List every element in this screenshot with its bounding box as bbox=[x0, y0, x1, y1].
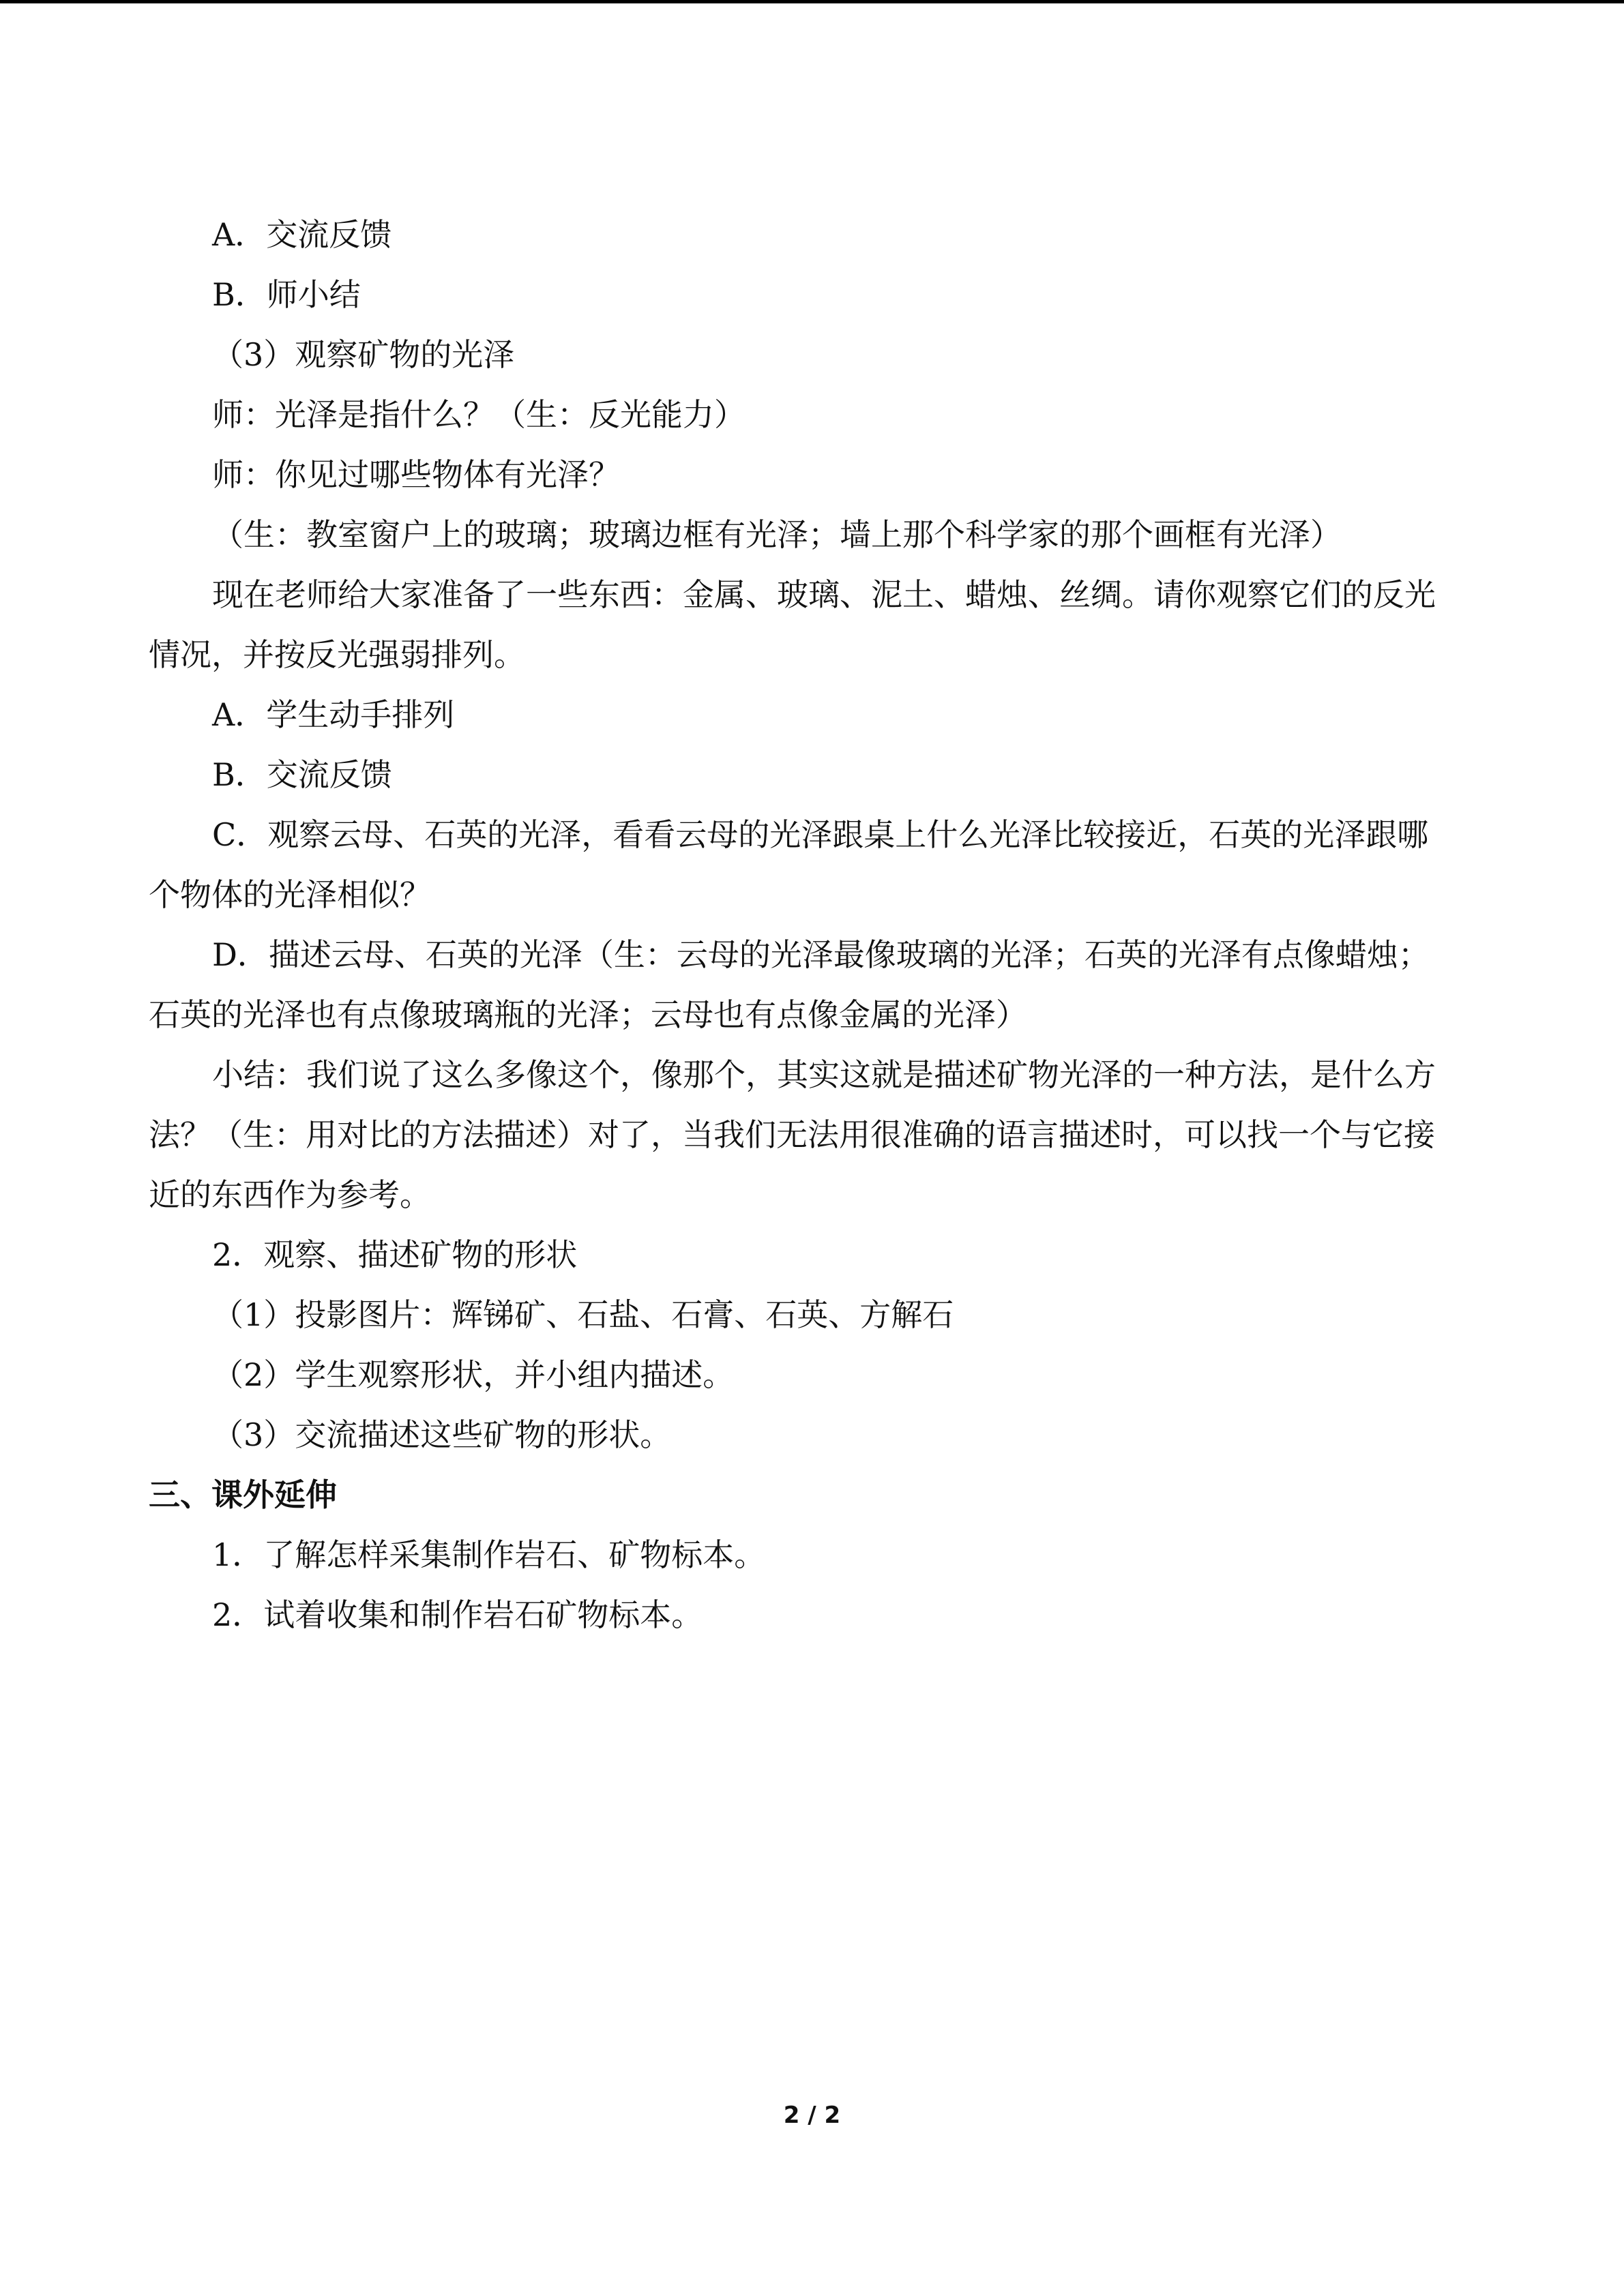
paragraph: A．学生动手排列 bbox=[212, 696, 455, 733]
document-body bbox=[149, 205, 1458, 1645]
top-border-line bbox=[0, 0, 1624, 3]
paragraph: B．师小结 bbox=[212, 276, 361, 313]
paragraph: 1．了解怎样采集制作岩石、矿物标本。 bbox=[212, 1536, 766, 1573]
paragraph: 现在老师给大家准备了一些东西：金属、玻璃、泥土、蜡烛、丝绸。请你观察它们的反光情况，并按反光强弱排列。 bbox=[149, 576, 1436, 673]
paragraph: （3）交流描述这些矿物的形状。 bbox=[212, 1416, 672, 1453]
paragraph: C．观察云母、石英的光泽，看看云母的光泽跟桌上什么光泽比较接近，石英的光泽跟哪个物体的光泽相似？ bbox=[149, 816, 1429, 913]
section-heading: 三、课外延伸 bbox=[149, 1476, 337, 1513]
paragraph: （生：教室窗户上的玻璃；玻璃边框有光泽；墙上那个科学家的那个画框有光泽） bbox=[212, 516, 1342, 553]
paragraph: A．交流反馈 bbox=[212, 216, 392, 253]
paragraph: 小结：我们说了这么多像这个，像那个，其实这就是描述矿物光泽的一种方法，是什么方法？（生：用对比的方法描述）对了，当我们无法用很准确的语言描述时，可以找一个与它接近的东西作为参考。 bbox=[149, 1056, 1436, 1213]
paragraph: B．交流反馈 bbox=[212, 756, 392, 793]
page-number: 2 / 2 bbox=[783, 2102, 841, 2129]
paragraph: 师：光泽是指什么？（生：反光能力） bbox=[212, 396, 745, 433]
paragraph: 2．试着收集和制作岩石矿物标本。 bbox=[212, 1596, 703, 1633]
paragraph: （2）学生观察形状，并小组内描述。 bbox=[212, 1356, 735, 1393]
paragraph: （1）投影图片：辉锑矿、石盐、石膏、石英、方解石 bbox=[212, 1296, 954, 1333]
paragraph: 2．观察、描述矿物的形状 bbox=[212, 1236, 578, 1273]
paragraph: 师：你见过哪些物体有光泽？ bbox=[212, 456, 620, 493]
paragraph: （3）观察矿物的光泽 bbox=[212, 336, 515, 373]
paragraph: D．描述云母、石英的光泽（生：云母的光泽最像玻璃的光泽；石英的光泽有点像蜡烛；石英的光泽也有点像玻璃瓶的光泽；云母也有点像金属的光泽） bbox=[149, 936, 1430, 1033]
